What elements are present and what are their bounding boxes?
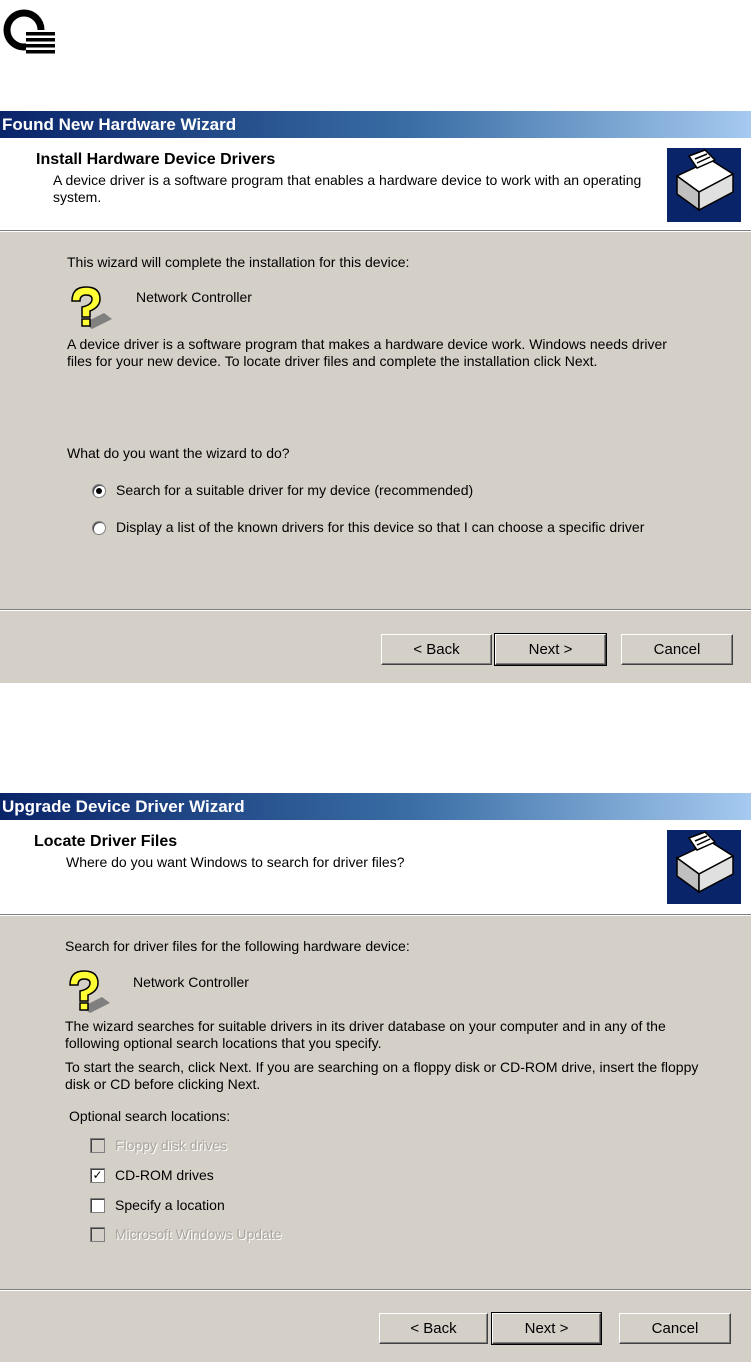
checkbox-floppy-disk-drives [90, 1137, 227, 1154]
hardware-install-icon [667, 830, 741, 904]
option-search-driver[interactable] [92, 482, 473, 499]
device-name: Network Controller [136, 289, 252, 305]
checkbox[interactable]: ✓ [90, 1168, 105, 1183]
option-label: Display a list of the known drivers for this device so that I can choose a specific driver [116, 519, 645, 535]
description-text-2: To start the search, click Next. If you are searching on a floppy disk or CD-ROM drive, insert the floppy disk or CD before clicking Next. [65, 1059, 699, 1092]
back-button[interactable]: < Back [381, 634, 492, 665]
description-text-1: The wizard searches for suitable drivers in its driver database on your computer and in any of the following optional search locations that you specify. [65, 1018, 666, 1051]
checkbox-label: CD-ROM drives [115, 1167, 214, 1183]
header-description: A device driver is a software program that enables a hardware device to work with an operating system. [53, 172, 642, 205]
window-title: Upgrade Device Driver Wizard [0, 793, 751, 820]
header-description: Where do you want Windows to search for driver files? [66, 854, 405, 870]
checkbox [90, 1138, 105, 1153]
upgrade-device-driver-wizard [0, 793, 751, 1362]
description-text: A device driver is a software program that makes a hardware device work. Windows needs driver files for your new device. To locate driver files and complete the installation click Next. [67, 336, 667, 369]
checkbox-windows-update [90, 1226, 282, 1243]
checkbox [90, 1227, 105, 1242]
window-title: Found New Hardware Wizard [0, 111, 751, 138]
checkbox[interactable] [90, 1198, 105, 1213]
option-display-list[interactable] [92, 519, 702, 536]
checkbox-specify-location[interactable] [90, 1197, 225, 1214]
header-title: Locate Driver Files [34, 833, 178, 850]
found-new-hardware-wizard [0, 111, 751, 683]
checkbox-cd-rom-drives[interactable] [90, 1167, 214, 1184]
cancel-button[interactable]: Cancel [621, 634, 733, 665]
checkbox-label: Floppy disk drives [115, 1137, 228, 1153]
device-name: Network Controller [133, 974, 249, 990]
wizard-header [0, 820, 751, 914]
back-button[interactable]: < Back [379, 1313, 488, 1344]
hardware-install-icon [667, 148, 741, 222]
cancel-button[interactable]: Cancel [619, 1313, 731, 1344]
wizard-header [0, 138, 751, 230]
radio-button[interactable] [92, 521, 106, 535]
question-text: What do you want the wizard to do? [67, 445, 290, 461]
unknown-device-icon [64, 283, 114, 331]
radio-selected-dot [96, 488, 102, 494]
next-button[interactable]: Next > [495, 634, 606, 665]
company-logo [2, 8, 58, 56]
unknown-device-icon [62, 967, 112, 1015]
checkbox-label: Microsoft Windows Update [115, 1226, 282, 1242]
next-button[interactable]: Next > [492, 1313, 601, 1344]
intro-text: Search for driver files for the following hardware device: [65, 938, 410, 954]
checkbox-label: Specify a location [115, 1197, 225, 1213]
optional-locations-label: Optional search locations: [69, 1108, 231, 1124]
option-label: Search for a suitable driver for my device (recommended) [116, 482, 474, 498]
header-title: Install Hardware Device Drivers [36, 151, 276, 168]
intro-text: This wizard will complete the installation for this device: [67, 254, 410, 270]
radio-button[interactable] [92, 484, 106, 498]
